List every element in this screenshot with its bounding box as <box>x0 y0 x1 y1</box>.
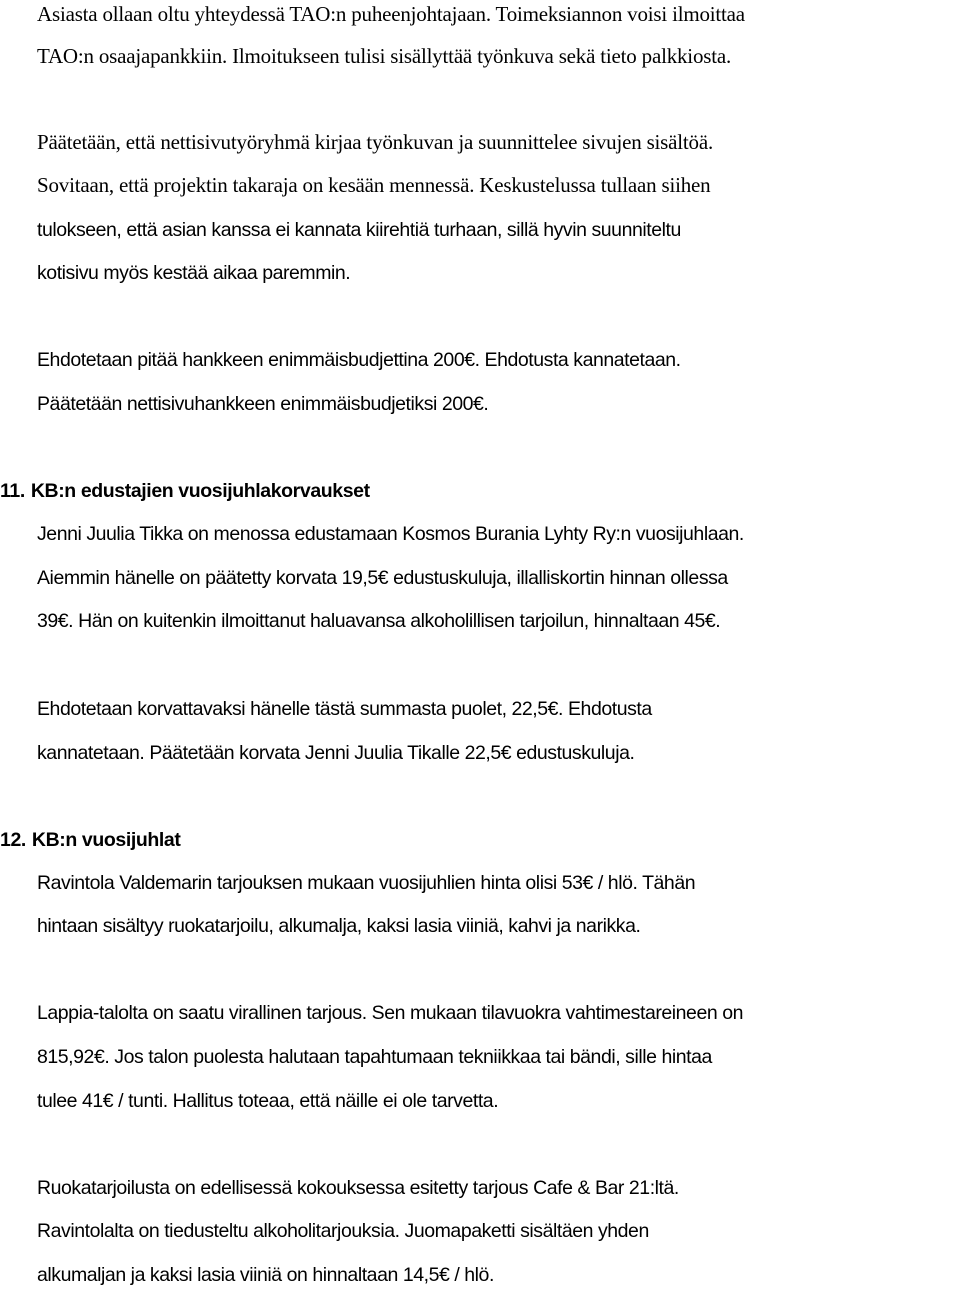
section-heading-11 <box>0 477 370 505</box>
section-heading-12 <box>0 826 180 854</box>
section-number: 12. <box>0 829 26 851</box>
text-line: alkumaljan ja kaksi lasia viiniä on hinnaltaan 14,5€ / hlö. <box>37 1264 494 1286</box>
text-line: Aiemmin hänelle on päätetty korvata 19,5€ edustuskuluja, illalliskortin hinnan ollessa <box>37 567 728 589</box>
text-line: Ruokatarjoilusta on edellisessä kokouksessa esitetty tarjous Cafe & Bar 21:ltä. <box>37 1177 679 1199</box>
text-line: Asiasta ollaan oltu yhteydessä TAO:n puheenjohtajaan. Toimeksiannon voisi ilmoittaa <box>37 2 745 26</box>
text-line: Ehdotetaan pitää hankkeen enimmäisbudjettina 200€. Ehdotusta kannatetaan. <box>37 349 681 371</box>
text-line: Lappia-talolta on saatu virallinen tarjous. Sen mukaan tilavuokra vahtimestareineen on <box>37 1002 743 1024</box>
text-line: 39€. Hän on kuitenkin ilmoittanut haluavansa alkoholillisen tarjoilun, hinnaltaan 45€. <box>37 610 721 632</box>
text-line: kotisivu myös kestää aikaa paremmin. <box>37 262 351 284</box>
text-line: Ravintolalta on tiedusteltu alkoholitarjouksia. Juomapaketti sisältäen yhden <box>37 1220 649 1242</box>
text-line: Sovitaan, että projektin takaraja on kesään mennessä. Keskustelussa tullaan siihen <box>37 173 711 197</box>
section-number: 11. <box>0 480 25 502</box>
text-line: hintaan sisältyy ruokatarjoilu, alkumalja, kaksi lasia viiniä, kahvi ja narikka. <box>37 915 641 937</box>
text-line: Ehdotetaan korvattavaksi hänelle tästä summasta puolet, 22,5€. Ehdotusta <box>37 698 652 720</box>
text-line: kannatetaan. Päätetään korvata Jenni Juulia Tikalle 22,5€ edustuskuluja. <box>37 742 635 764</box>
text-line: Jenni Juulia Tikka on menossa edustamaan Kosmos Burania Lyhty Ry:n vuosijuhlaan. <box>37 523 744 545</box>
text-line: TAO:n osaajapankkiin. Ilmoitukseen tulisi sisällyttää työnkuva sekä tieto palkkiosta. <box>37 44 732 68</box>
text-line: Päätetään, että nettisivutyöryhmä kirjaa työnkuvan ja suunnittelee sivujen sisältöä. <box>37 130 714 154</box>
section-title: KB:n vuosijuhlat <box>31 829 181 851</box>
text-line: tulokseen, että asian kanssa ei kannata kiirehtiä turhaan, sillä hyvin suunniteltu <box>37 219 681 241</box>
text-line: 815,92€. Jos talon puolesta halutaan tapahtumaan tekniikkaa tai bändi, sille hintaa <box>37 1046 712 1068</box>
section-title: KB:n edustajien vuosijuhlakorvaukset <box>30 480 370 502</box>
text-line: Ravintola Valdemarin tarjouksen mukaan vuosijuhlien hinta olisi 53€ / hlö. Tähän <box>37 872 696 894</box>
text-line: tulee 41€ / tunti. Hallitus toteaa, että näille ei ole tarvetta. <box>37 1090 499 1112</box>
text-line: Päätetään nettisivuhankkeen enimmäisbudjetiksi 200€. <box>37 393 489 415</box>
